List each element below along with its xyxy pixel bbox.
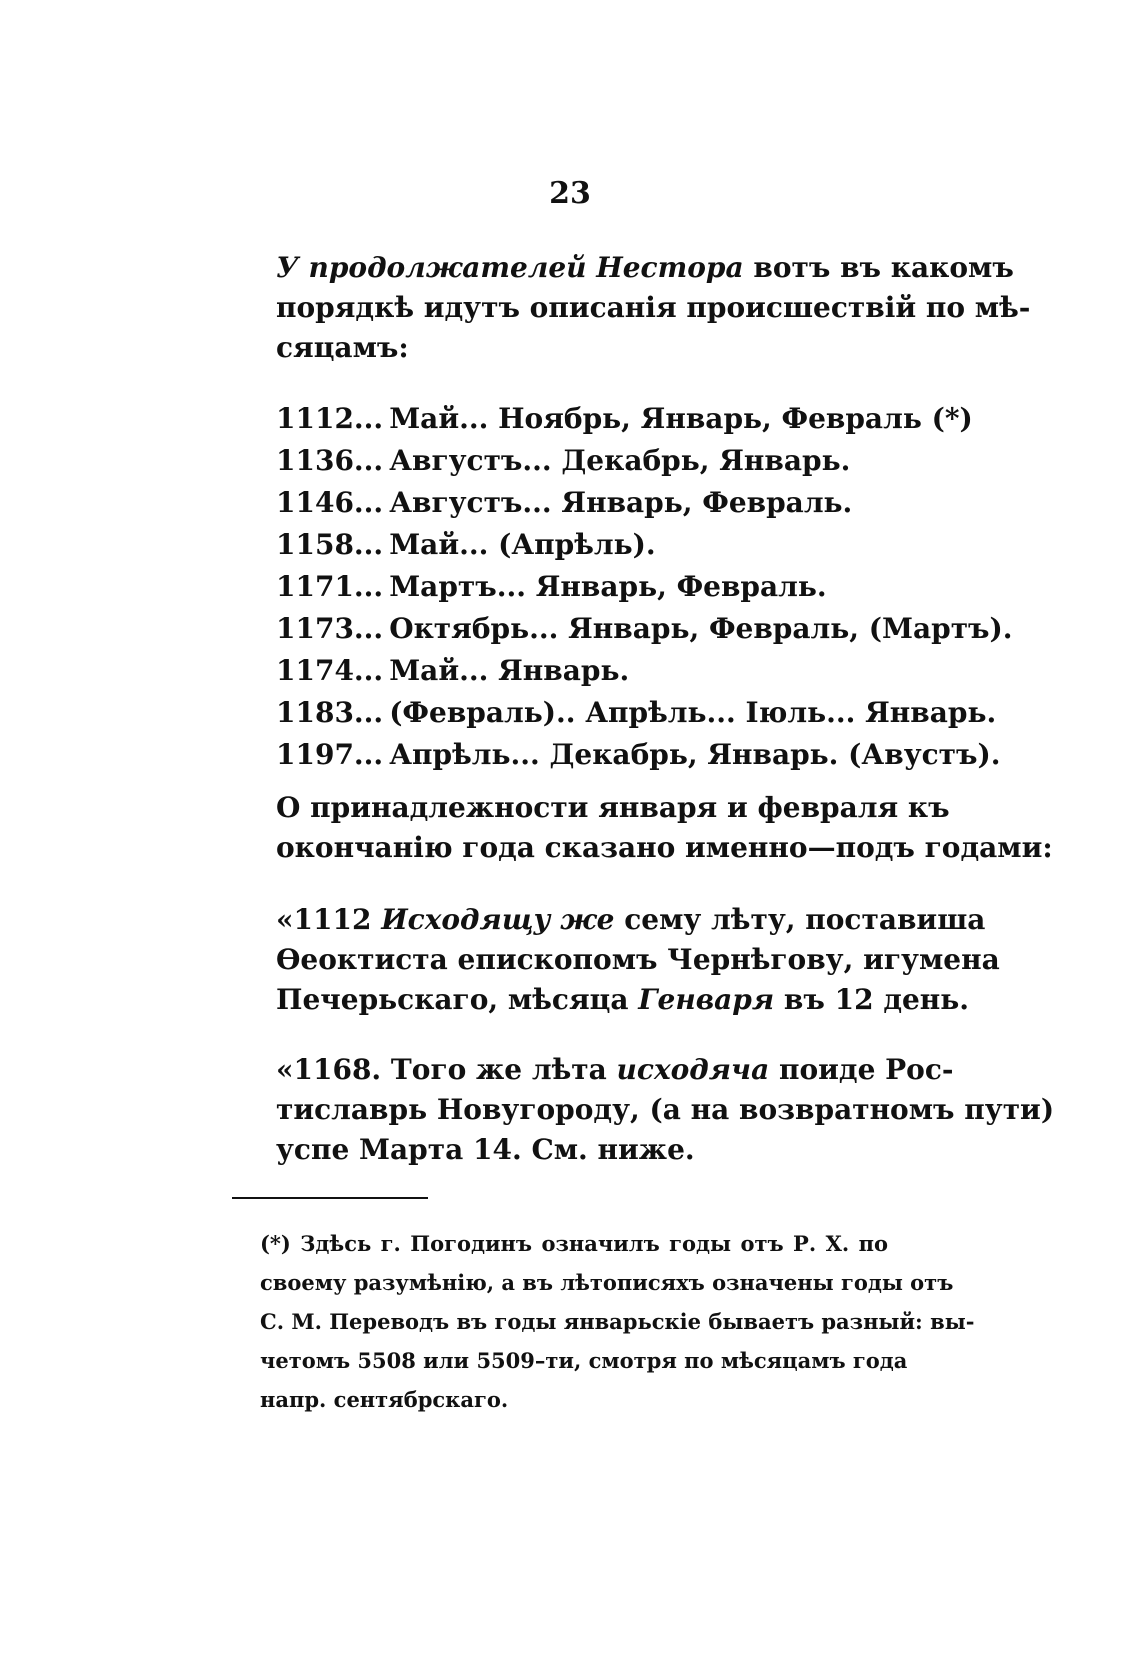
quote-1112-start: «1112: [276, 903, 382, 936]
footnote-separator: [232, 1197, 428, 1199]
entry-year: 1174...: [276, 654, 384, 687]
chronology-entry: [276, 524, 888, 566]
quote-1112-line-3: [276, 980, 970, 1020]
chronology-entry: [276, 692, 997, 734]
quote-1112-month-italic: Генваря: [638, 983, 775, 1016]
quote-1112-line-2: Өеоктиста епископомъ Чернѣгову, игумена: [276, 943, 1000, 976]
quote-1112-line-3-start: Печерьскаго, мѣсяца: [276, 983, 639, 1016]
entry-year: 1136...: [276, 444, 384, 477]
quote-1168-line-3: успе Марта 14. См. ниже.: [276, 1133, 695, 1166]
entry-months: Апрѣль... Декабрь, Январь. (Авустъ).: [389, 738, 1001, 771]
intro-line-1-rest: вотъ въ какомъ: [743, 251, 1014, 284]
footnote-line-1: (*) Здѣсь г. Погодинъ означилъ годы отъ Р. Х. по: [260, 1231, 888, 1256]
quote-1168-italic: исходяча: [616, 1053, 770, 1086]
quote-1112-line-1: [276, 900, 986, 940]
paragraph-2-line-2: окончанію года сказано именно—подъ годами:: [276, 831, 1053, 864]
chronology-entry: [276, 734, 1001, 776]
footnote-line-3: С. М. Переводъ въ годы январьскіе бываетъ разный: вы-: [260, 1309, 975, 1334]
chronology-entry: [276, 608, 1013, 650]
intro-paragraph: [276, 248, 1031, 368]
chronology-entry: [276, 566, 888, 608]
quote-1168-rest: поиде Рос-: [769, 1053, 954, 1086]
entry-year: 1173...: [276, 612, 384, 645]
chronology-entry: [276, 398, 973, 440]
entry-months: Май... (Апрѣль).: [389, 528, 656, 561]
entry-year: 1183...: [276, 696, 384, 729]
quote-1112-line-3-rest: въ 12 день.: [774, 983, 970, 1016]
entry-year: 1171...: [276, 570, 384, 603]
paragraph-2: [276, 788, 1053, 868]
entry-year: 1197...: [276, 738, 384, 771]
quote-1112: [276, 900, 1000, 1020]
entry-months: Октябрь... Январь, Февраль, (Мартъ).: [389, 612, 1013, 645]
footnote-line-2: своему разумѣнію, а въ лѣтописяхъ означены годы отъ: [260, 1270, 954, 1295]
entry-months: Мартъ... Январь, Февраль.: [389, 570, 827, 603]
footnote: [260, 1224, 975, 1419]
chronology-list: [276, 398, 1013, 776]
intro-italic-phrase: У продолжателей Нестора: [276, 251, 744, 284]
entry-year: 1158...: [276, 528, 384, 561]
quote-1112-italic: Исходящу же: [381, 903, 615, 936]
page-number: 23: [549, 176, 591, 211]
intro-line-3: сяцамъ:: [276, 331, 409, 364]
entry-months: Августъ... Декабрь, Январь.: [389, 444, 851, 477]
paragraph-2-line-1: О принадлежности января и февраля къ: [276, 791, 950, 824]
entry-year: 1112...: [276, 402, 384, 435]
quote-1168-line-1: [276, 1050, 954, 1090]
entry-months: Августъ... Январь, Февраль.: [389, 486, 853, 519]
chronology-entry: [276, 440, 888, 482]
footnote-line-4: четомъ 5508 или 5509–ти, смотря по мѣсяцамъ года: [260, 1348, 908, 1373]
intro-line-2: порядкѣ идутъ описанія происшествій по мѣ-: [276, 291, 1031, 324]
quote-1112-rest: сему лѣту, поставиша: [614, 903, 986, 936]
quote-1168-start: «1168. Того же лѣта: [276, 1053, 617, 1086]
chronology-entry: [276, 482, 888, 524]
quote-1168: [276, 1050, 1055, 1170]
chronology-entry: [276, 650, 888, 692]
entry-months: (Февраль).. Апрѣль... Іюль... Январь.: [389, 696, 997, 729]
quote-1168-line-2: тиславрь Новугороду, (а на возвратномъ пути): [276, 1093, 1055, 1126]
entry-months: Май... Ноябрь, Январь, Февраль (*): [389, 402, 973, 435]
footnote-line-5: напр. сентябрскаго.: [260, 1387, 509, 1412]
entry-year: 1146...: [276, 486, 384, 519]
entry-months: Май... Январь.: [389, 654, 630, 687]
intro-line-1: [276, 248, 1014, 288]
